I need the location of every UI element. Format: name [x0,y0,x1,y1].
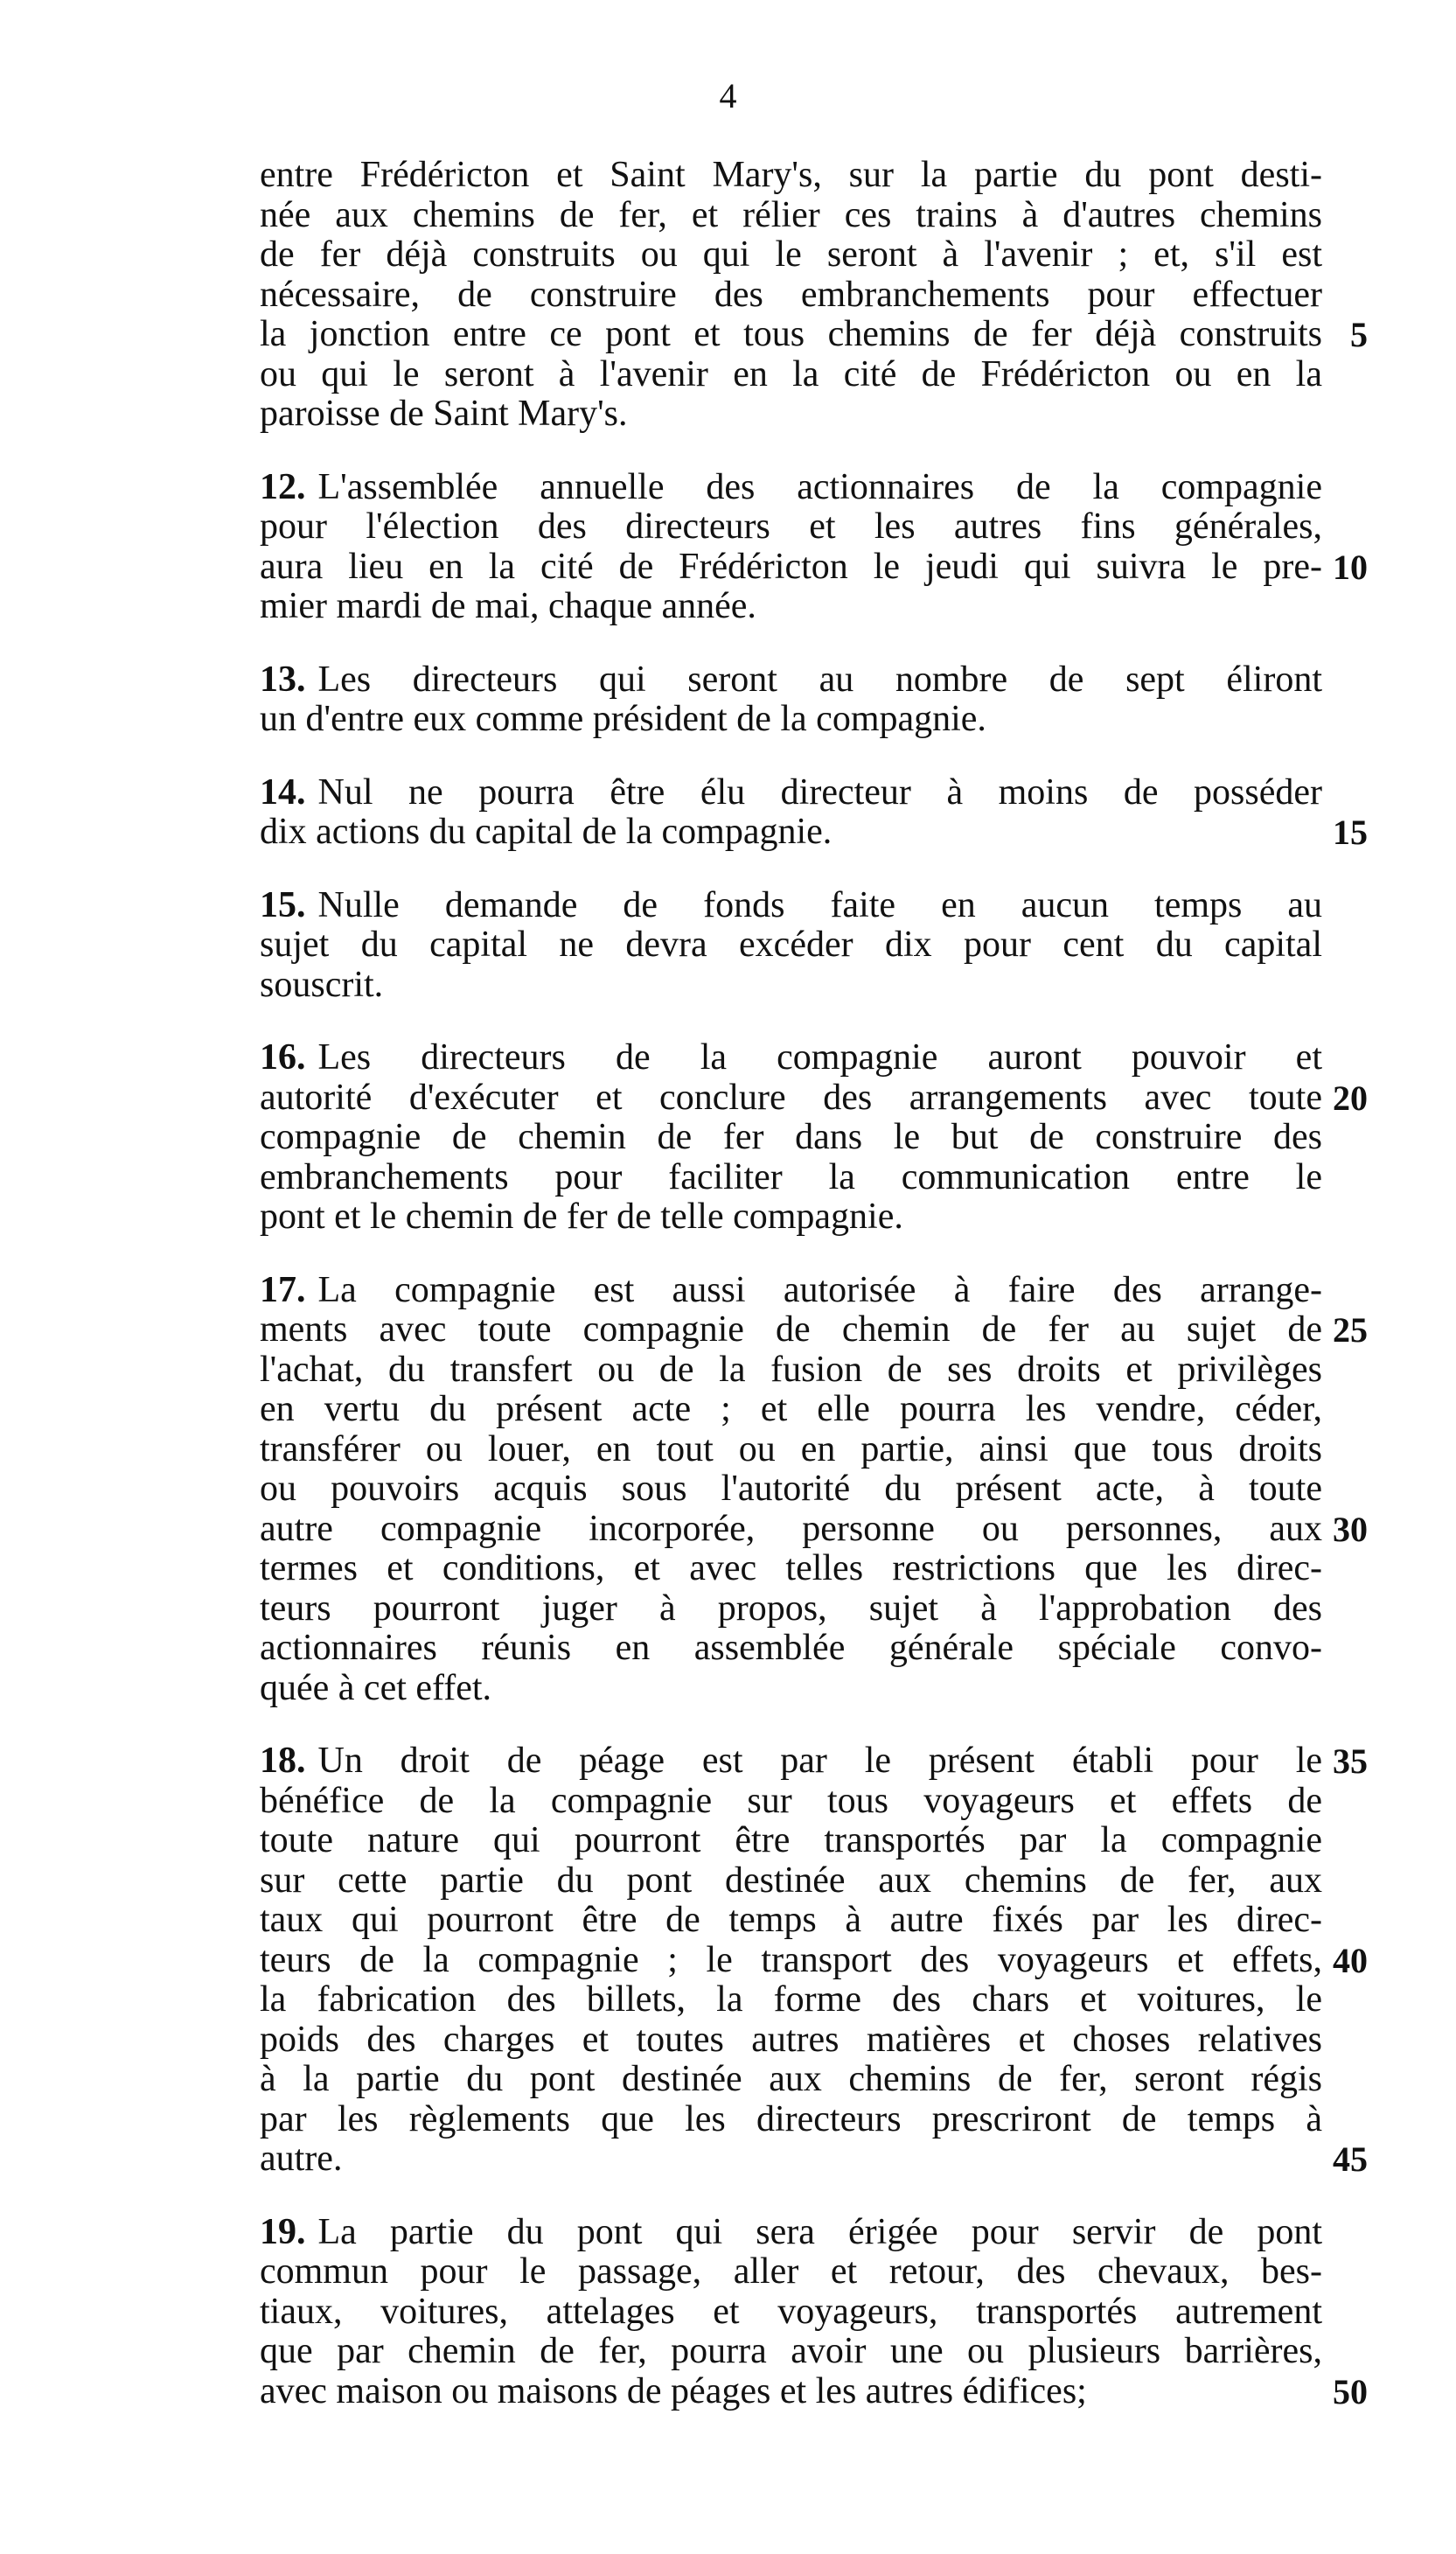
text-line [260,1939,1368,1981]
text-line [260,1901,1322,1941]
text-line [260,2213,1322,2253]
line-text: née aux chemins de fer, et rélier ces trains à d'autres chemins [260,194,1322,235]
section-paragraph [260,1037,1368,1238]
text-line [260,235,1322,276]
line-text: ou pouvoirs acquis sous l'autorité du présent acte, à toute [260,1469,1322,1509]
section-number: 13. [260,659,306,700]
text-line [260,1741,1368,1782]
margin-line-number: 25 [1333,1310,1368,1350]
margin-line-number: 45 [1333,2139,1368,2179]
section-paragraph [260,1741,1368,2180]
text-line [260,587,1322,627]
line-text: en vertu du présent acte ; et elle pourra les vendre, céder, [260,1389,1322,1429]
text-line [260,1077,1368,1119]
line-text: sujet du capital ne devra excéder dix pour cent du capital [260,925,1322,965]
line-text: aura lieu en la cité de Frédéricton le jeudi qui suivra le pre- [260,546,1322,587]
section-number: 14. [260,771,306,813]
line-text: tiaux, voitures, attelages et voyageurs, transportés autrement [260,2291,1322,2332]
line-text: par les règlements que les directeurs prescriront de temps à [260,2098,1322,2139]
line-text: commun pour le passage, aller et retour, des chevaux, bes- [260,2251,1322,2292]
line-text: Un droit de péage est par le présent établi pour le [317,1741,1322,1781]
text-line [260,1309,1368,1350]
line-text: pont et le chemin de fer de telle compagnie. [260,1197,903,1237]
section-number: 12. [260,466,306,507]
line-text: teurs pourront juger à propos, sujet à l'approbation des [260,1588,1322,1629]
margin-line-number: 40 [1333,1940,1368,1980]
line-text: pour l'élection des directeurs et les autres fins générales, [260,506,1322,547]
line-text: autre. [260,2139,343,2179]
line-text: nécessaire, de construire des embranchements pour effectuer [260,274,1322,315]
text-line [260,1782,1322,1822]
line-text: transférer ou louer, en tout ou en partie, ainsi que tous droits [260,1428,1322,1469]
text-line [260,1430,1322,1470]
text-line [260,2370,1368,2412]
text-line [260,773,1322,813]
text-line [260,1469,1322,1510]
line-text: poids des charges et toutes autres matières et choses relatives [260,2019,1322,2060]
line-text: Les directeurs qui seront au nombre de sept éliront [317,659,1322,700]
line-text: La partie du pont qui sera érigée pour servir de pont [317,2211,1322,2252]
text-line [260,1861,1322,1902]
margin-line-number: 20 [1333,1078,1368,1118]
section-paragraph [260,660,1322,740]
text-line [260,507,1322,548]
margin-line-number: 10 [1333,547,1368,587]
line-text: La compagnie est aussi autorisée à faire des arrange- [317,1269,1322,1310]
margin-line-number: 35 [1333,1741,1368,1781]
text-line [260,394,1322,435]
text-line [260,1197,1322,1238]
margin-line-number: 5 [1350,315,1368,354]
line-text: Nul ne pourra être élu directeur à moins de posséder [317,771,1322,813]
text-line [260,2292,1322,2333]
line-text: autre compagnie incorporée, personne ou personnes, aux [260,1508,1322,1549]
line-text: taux qui pourront être de temps à autre fixés par les direc- [260,1900,1322,1940]
line-text: bénéfice de la compagnie sur tous voyageurs et effets de [260,1780,1322,1821]
margin-line-number: 15 [1333,813,1368,852]
text-line [260,1038,1322,1078]
text-line [260,886,1322,926]
line-text: paroisse de Saint Mary's. [260,394,628,434]
section-paragraph [260,2211,1368,2412]
line-text: Nulle demande de fonds faite en aucun temps au [317,884,1322,925]
text-line [260,156,1322,196]
line-text: à la partie du pont destinée aux chemins de fer, seront régis [260,2059,1322,2099]
line-text: entre Frédéricton et Saint Mary's, sur la partie du pont desti- [260,155,1322,195]
text-line [260,660,1322,701]
section-paragraph [260,886,1322,1006]
text-line [260,966,1322,1006]
line-text: que par chemin de fer, pourra avoir une ou plusieurs barrières, [260,2331,1322,2371]
section-paragraph [260,155,1368,435]
text-line [260,1821,1322,1861]
section-number: 19. [260,2211,306,2252]
text-line [260,1350,1322,1391]
text-line [260,468,1322,508]
text-line [260,1629,1322,1669]
text-line [260,1271,1322,1311]
line-text: souscrit. [260,964,384,1005]
section-paragraph [260,771,1368,853]
line-text: la fabrication des billets, la forme des chars et voitures, le [260,1979,1322,2020]
line-text: de fer déjà construits ou qui le seront à l'avenir ; et, s'il est [260,234,1322,275]
line-text: un d'entre eux comme président de la compagnie. [260,699,986,739]
line-text: toute nature qui pourront être transportés par la compagnie [260,1820,1322,1860]
line-text: sur cette partie du pont destinée aux chemins de fer, aux [260,1860,1322,1901]
line-text: L'assemblée annuelle des actionnaires de la compagnie [317,466,1322,507]
line-text: l'achat, du transfert ou de la fusion de ses droits et privilèges [260,1349,1322,1390]
line-text: ou qui le seront à l'avenir en la cité de Frédéricton ou en la [260,353,1322,394]
text-line [260,314,1368,355]
text-line [260,2100,1322,2140]
line-text: embranchements pour faciliter la communication entre le [260,1156,1322,1197]
margin-line-number: 50 [1333,2371,1368,2411]
section-number: 16. [260,1037,306,1078]
line-text: actionnaires réunis en assemblée générale spéciale convo- [260,1628,1322,1668]
line-text: compagnie de chemin de fer dans le but de construire des [260,1117,1322,1157]
line-text: ments avec toute compagnie de chemin de fer au sujet de [260,1309,1322,1350]
text-line [260,1669,1322,1709]
text-line [260,812,1368,853]
line-text: autorité d'exécuter et conclure des arrangements avec toute [260,1077,1322,1118]
line-text: mier mardi de mai, chaque année. [260,586,756,626]
text-line [260,2252,1322,2292]
section-paragraph [260,1269,1368,1709]
text-line [260,1158,1322,1198]
text-line [260,1508,1368,1550]
text-line [260,1118,1322,1158]
margin-line-number: 30 [1333,1509,1368,1549]
line-text: termes et conditions, et avec telles restrictions que les direc- [260,1548,1322,1588]
line-text: dix actions du capital de la compagnie. [260,812,832,852]
text-line [260,2332,1322,2372]
section-paragraph [260,466,1368,627]
line-text: la jonction entre ce pont et tous chemins de fer déjà construits [260,314,1322,354]
page-number: 4 [719,76,737,115]
text-line [260,276,1322,316]
line-text: Les directeurs de la compagnie auront pouvoir et [317,1037,1322,1078]
line-text: quée à cet effet. [260,1667,492,1708]
text-line [260,196,1322,236]
section-number: 15. [260,884,306,925]
line-text: avec maison ou maisons de péages et les autres édifices; [260,2370,1087,2411]
text-line [260,1589,1322,1629]
text-line [260,2060,1322,2100]
text-line [260,546,1368,588]
text-line [260,1980,1322,2020]
text-line [260,2020,1322,2061]
text-line [260,355,1322,395]
section-number: 17. [260,1269,306,1310]
line-text: teurs de la compagnie ; le transport des voyageurs et effets, [260,1939,1322,1980]
document-body [260,155,1368,2445]
text-line [260,925,1322,966]
text-line [260,2139,1368,2180]
section-number: 18. [260,1741,306,1781]
text-line [260,700,1322,740]
text-line [260,1390,1322,1430]
text-line [260,1549,1322,1589]
